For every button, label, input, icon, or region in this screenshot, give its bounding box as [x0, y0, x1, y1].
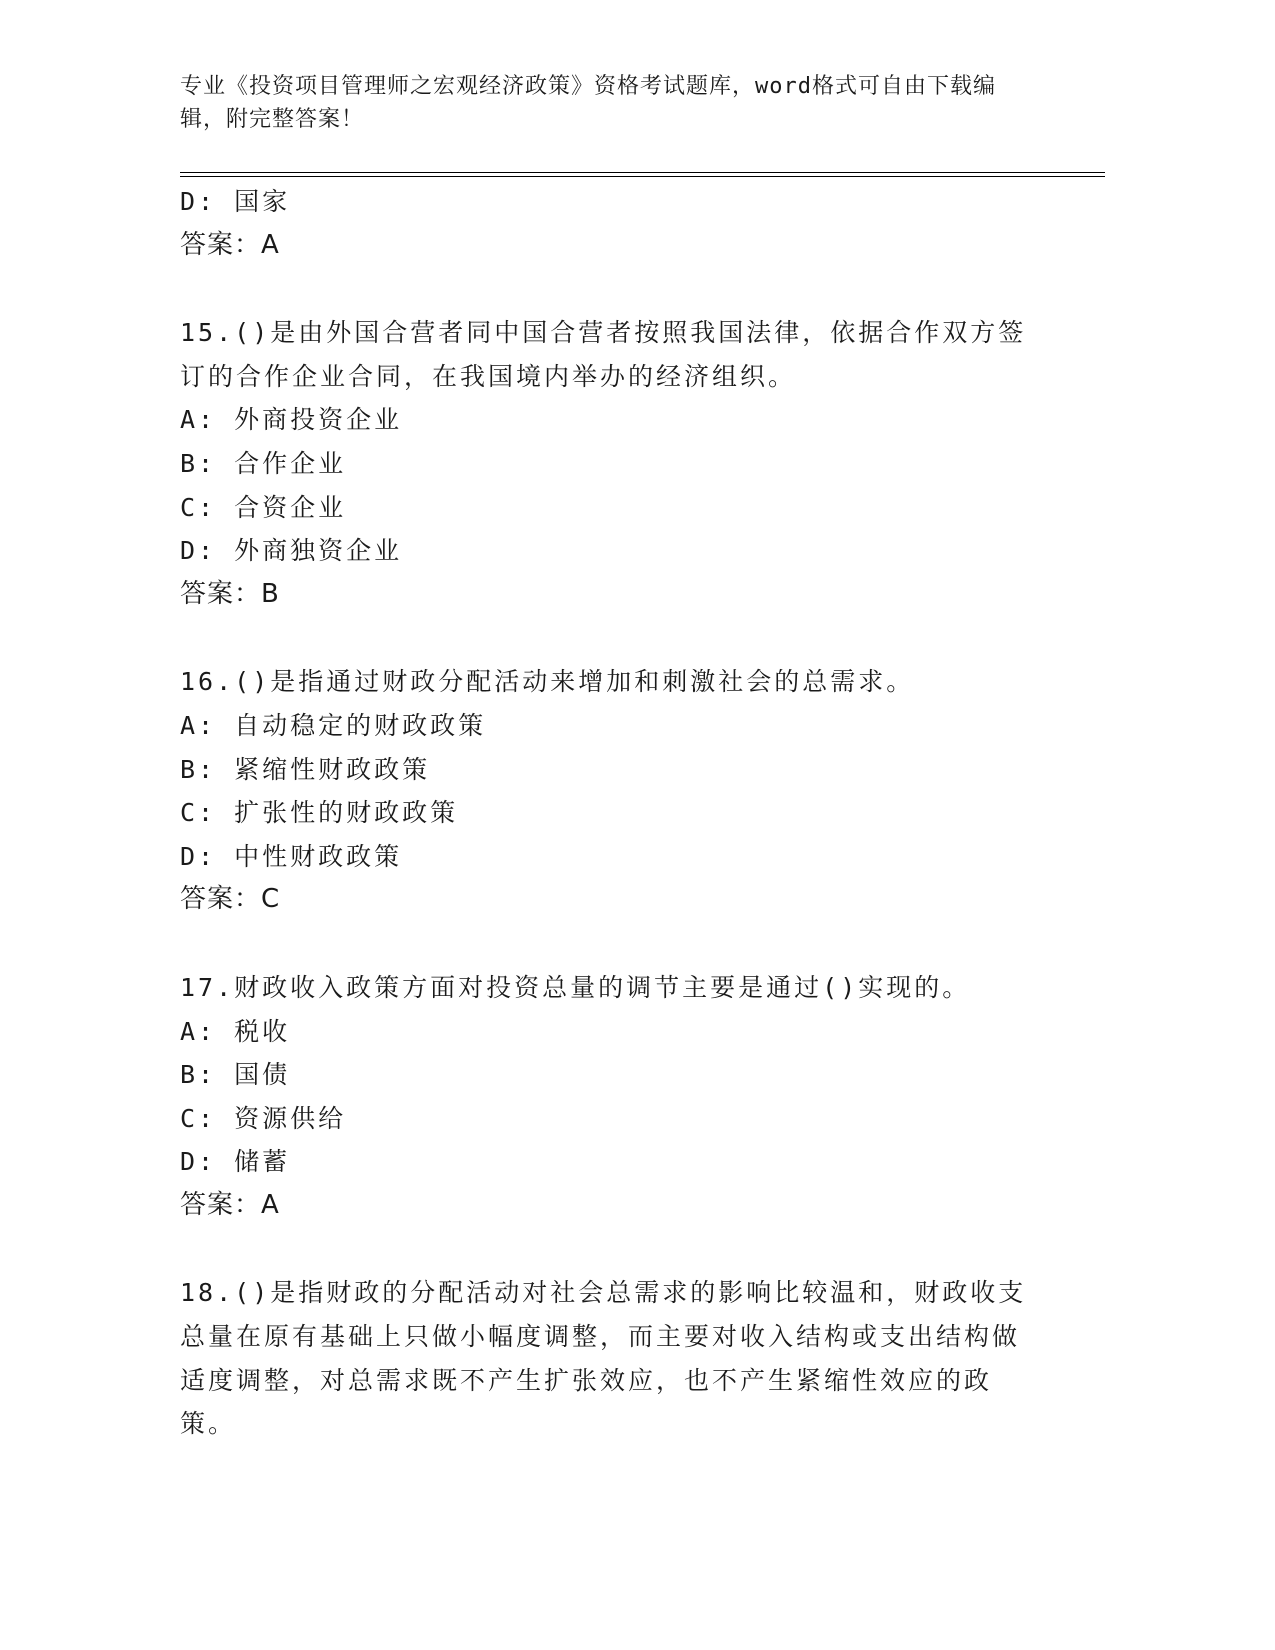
answer-line: 答案：C — [180, 884, 281, 915]
option-d: D: 外商独资企业 — [180, 536, 403, 566]
option-b: B: 合作企业 — [180, 448, 347, 478]
option-b: B: 国债 — [180, 1060, 291, 1090]
question-stem: 15.()是由外国合营者同中国合营者按照我国法律，依据合作双方签订的合作企业合同，在我国境内举办的经济组织。 — [180, 318, 1027, 391]
option-d: D: 国家 — [180, 187, 291, 216]
question-16 — [180, 660, 1040, 922]
option-c: C: 资源供给 — [180, 1103, 347, 1133]
answer-line: 答案：A — [180, 1189, 280, 1220]
question-stem: 17.财政收入政策方面对投资总量的调节主要是通过()实现的。 — [180, 972, 971, 1002]
question-stem: 16.()是指通过财政分配活动来增加和刺激社会的总需求。 — [180, 667, 915, 697]
answer-line: 答案：B — [180, 578, 280, 609]
option-a: A: 外商投资企业 — [180, 405, 403, 435]
option-d: D: 储蓄 — [180, 1147, 291, 1177]
question-18 — [180, 1271, 1040, 1445]
option-a: A: 自动稳定的财政政策 — [180, 710, 487, 740]
question-stem: 18.()是指财政的分配活动对社会总需求的影响比较温和，财政收支总量在原有基础上只做小幅度调整，而主要对收入结构或支出结构做适度调整，对总需求既不产生扩张效应，也不产生紧缩性效应的政策。 — [180, 1278, 1027, 1439]
header-divider-top — [180, 172, 1105, 173]
option-d: D: 中性财政政策 — [180, 841, 403, 871]
option-a: A: 税收 — [180, 1016, 291, 1046]
option-c: C: 扩张性的财政政策 — [180, 798, 459, 828]
header-divider-bottom — [180, 176, 1105, 177]
question-list — [180, 180, 1040, 1446]
answer-line: 答案：A — [180, 229, 280, 260]
question-17 — [180, 966, 1040, 1228]
option-b: B: 紧缩性财政政策 — [180, 754, 431, 784]
option-c: C: 合资企业 — [180, 492, 347, 522]
page-header: 专业《投资项目管理师之宏观经济政策》资格考试题库，word格式可自由下载编辑，附完整答案！ — [180, 74, 996, 132]
question-15 — [180, 311, 1040, 616]
